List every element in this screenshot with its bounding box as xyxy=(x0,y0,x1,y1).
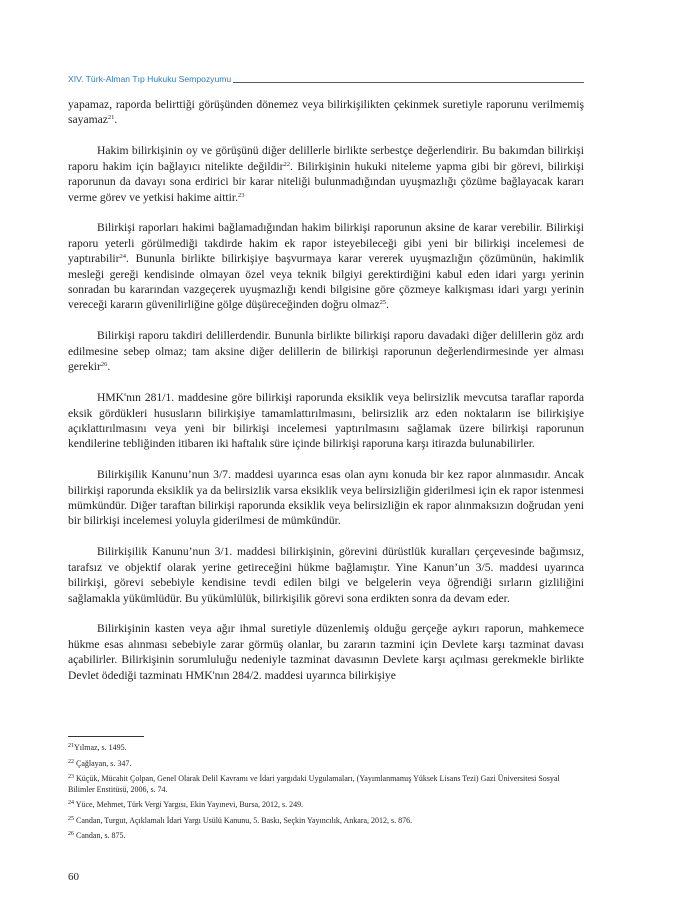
header-title: XIV. Türk-Alman Tıp Hukuku Sempozyumu xyxy=(68,74,232,84)
footnote-ref-26: 26 xyxy=(100,361,108,369)
footnote: $^{26}$ Candan, s. 875. xyxy=(68,831,126,840)
header-rule xyxy=(233,82,584,83)
footnote: $^{23}$ Küçük, Mücahit Çolpan, Genel Olarak Delil Kavramı ve İdari yargıdaki Uygulamaları, (Yayımlanmamış Yüksek Lisans Tezi) Gazi Üniversitesi Sosyal Bilimler Enstitüsü, 2006, s. 74. xyxy=(68,774,560,794)
paragraph-4: Bilirkişi raporu takdiri delillerdendir. Bununla birlikte bilirkişi raporu davadaki diğer delillerin göz ardı edilmesine sebep olmaz; tam aksine diğer delillerin de bilirkişi raporunun değerlendirmesinde yer alması gerekir$^{26}$. xyxy=(68,329,584,374)
footnote-separator xyxy=(68,736,144,737)
body-text xyxy=(68,97,584,699)
paragraph-6: Bilirkişilik Kanunu’nun 3/7. maddesi uyarınca esas olan aynı konuda bir kez rapor alınmasıdır. Ancak bilirkişi raporunda eksiklik ya da belirsizlik varsa eksiklik veya belirsizliğin giderilmesi için ek rapor istenmesi mümkündür. Diğer taraftan bilirkişi raporunda eksiklik veya belirsizliğin ek rapor alınmaksızın doğrudan yeni bir bilirkişi incelemesi yoluyla giderilmesi de mümkündür. xyxy=(68,468,584,528)
running-header xyxy=(68,70,584,84)
paragraph-8: Bilirkişinin kasten veya ağır ihmal suretiyle düzenlemiş olduğu gerçeğe aykırı raporun, mahkemece hükme esas alınması sebebiyle zarar görmüş olanlar, bu zararın tazmini için Devlete karşı tazminat davası açabilirler. Bilirkişinin sorumluluğu nedeniyle tazminat davasının Devlete karşı açılması gerekmekle birlikte Devlet ödediği tazminatı HMK'nın 284/2. maddesi uyarınca bilirkişiye xyxy=(68,622,584,682)
footnote: $^{22}$ Çağlayan, s. 347. xyxy=(68,758,132,768)
paragraph-1: yapamaz, raporda belirttiği görüşünden dönemez veya bilirkişilikten çekinmek suretiyle raporunu verilmemiş sayamaz$^{21}$. xyxy=(68,98,584,127)
footnote-ref-21: 21 xyxy=(107,114,115,122)
footnote: $^{25}$ Candan, Turgut, Açıklamalı İdari Yargı Usülü Kanunu, 5. Baskı, Seçkin Yayıncılık, Ankara, 2012, s. 876. xyxy=(68,815,413,825)
paragraph-7: Bilirkişilik Kanunu’nun 3/1. maddesi bilirkişinin, görevini dürüstlük kuralları çerçevesinde bağımsız, tarafsız ve objektif olarak yerine getireceğini hükme bağlamıştır. Yine Kanun’un 3/5. maddesi uyarınca bilirkişi, görevi sebebiyle kendisine tevdi edilen bilgi ve belgelerin veya öğrendiği sırların gizliliğini sağlamakla yükümlüdür. Bu yükümlülük, bilirkişilik görevi sona erdikten sonra da devam eder. xyxy=(68,545,584,605)
footnote-ref-25: 25 xyxy=(379,299,387,307)
footnote: $^{24}$ Yüce, Mehmet, Türk Vergi Yargısı, Ekin Yayınevi, Bursa, 2012, s. 249. xyxy=(68,800,304,809)
paragraph-2: Hakim bilirkişinin oy ve görüşünü diğer delillerle birlikte serbestçe değerlendirir. Bu bakımdan bilirkişi raporu hakim için bağlayıcı nitelikte değildir$^{22}$. Bilirkişinin hukuki niteleme yapma gibi bir görevi, bilirkişi raporunun da davayı sona erdirici bir karar niteliği bulunmadığından uyuşmazlığı çözüme bağlayacak kararı verme görev ve yetkisi hakime aittir.$^{23}$ xyxy=(68,144,584,204)
footnote-ref-24: 24 xyxy=(119,253,127,261)
paragraph-3: Bilirkişi raporları hakimi bağlamadığından hakim bilirkişi raporunun aksine de karar verebilir. Bilirkişi raporu yeterli görülmediği takdirde hakim ek rapor isteyebileceği gibi yeni bir bilirkişi incelemesi de yaptırabilir$^{24}$. Bununla birlikte bilirkişiye başvurmaya karar vererek uyuşmazlığın çözümünün, hakimlik mesleği gereği kendisinde olmayan özel veya teknik bilgiyi gerektirdiğini kabul eden idari yargı yerinin sonradan bu kararından vazgeçerek uyuşmazlığı kendi bilgisine göre çözmeye kalkışması idari yargı yerinin vereceği kararın güvenilirliğine gölge düşüreceğinden doğru olmaz$^{25}$. xyxy=(68,221,584,312)
footnote-ref-23: 23 xyxy=(238,191,245,199)
page-number: 60 xyxy=(68,871,79,883)
footnote-ref-22: 22 xyxy=(283,160,290,168)
footnote: $^{21}$Yılmaz, s. 1495. xyxy=(68,743,127,752)
footnotes xyxy=(68,743,584,847)
paragraph-5: HMK'nın 281/1. maddesine göre bilirkişi raporunda eksiklik veya belirsizlik mevcutsa taraflar raporda eksik gördükleri hususların bilirkişiye tamamlattırılmasını, belirsizlik arz eden noktaların ise bilirkişiye açıklattırılmasını veya yeni bir bilirkişi incelemesi yaptırılmasını sağlamak üzere bilirkişi raporunun kendilerine tebliğinden itibaren iki haftalık süre içinde bilirkişi raporuna karşı itirazda bulunabilirler. xyxy=(68,391,584,451)
